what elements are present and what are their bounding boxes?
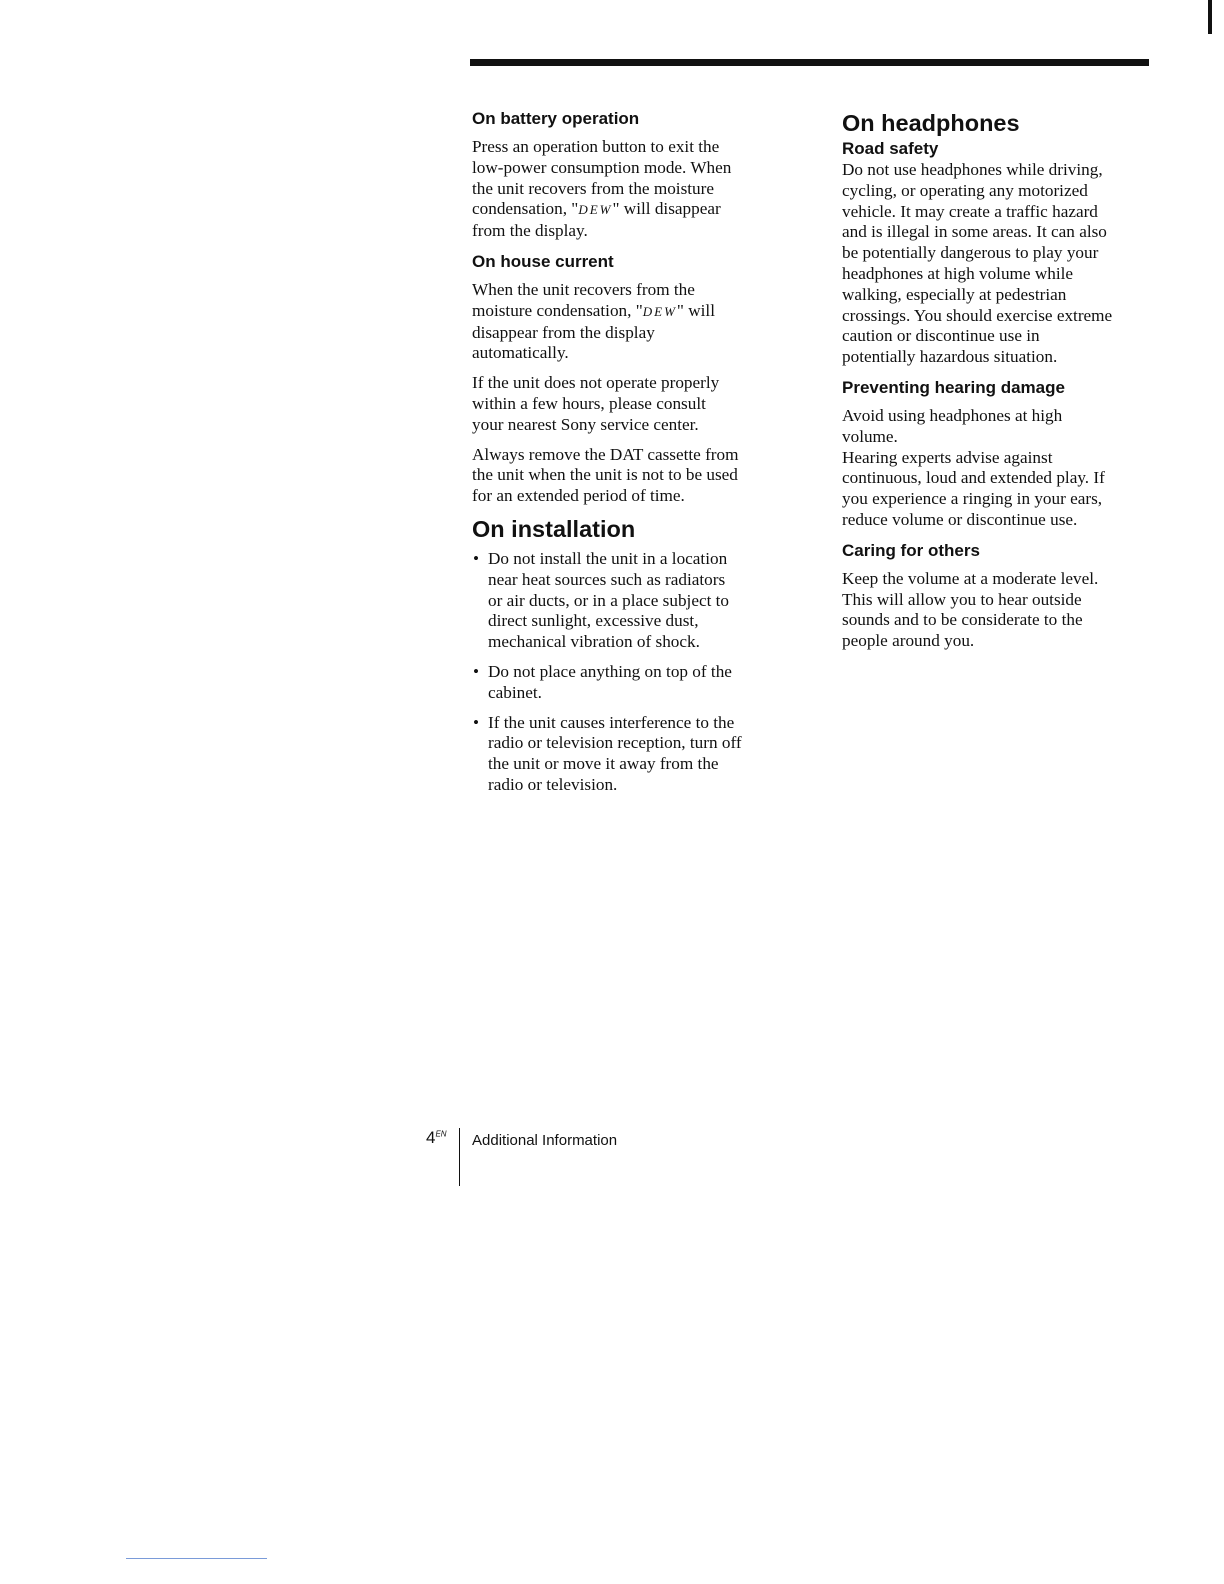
list-item <box>472 713 788 796</box>
house-paragraph <box>472 280 788 364</box>
bullet-icon: • <box>473 661 480 681</box>
text-line: and is illegal in some areas. It can also <box>842 222 1107 242</box>
text-line: radio or television reception, turn off <box>488 733 742 753</box>
text-line: cabinet. <box>488 682 542 702</box>
bullet-icon: • <box>473 712 480 732</box>
text-line: sounds and to be considerate to the <box>842 610 1083 630</box>
installation-heading: On installation <box>472 515 636 542</box>
text-line: your nearest Sony service center. <box>472 414 699 434</box>
road-safety-heading: Road safety <box>842 139 939 158</box>
text-line: direct sunlight, excessive dust, <box>488 611 699 631</box>
text-line: radio or television. <box>488 774 618 794</box>
header-rule <box>470 59 1149 66</box>
text-line: or air ducts, or in a place subject to <box>488 590 730 610</box>
text-line: people around you. <box>842 631 975 651</box>
text-line: If the unit does not operate properly <box>472 373 720 393</box>
text-line: automatically. <box>472 343 569 363</box>
hearing-damage-heading: Preventing hearing damage <box>842 377 1065 397</box>
text-line: walking, especially at pedestrian <box>842 284 1067 304</box>
text-line: the unit or move it away from the <box>488 754 719 774</box>
text-line: Do not place anything on top of the <box>488 661 732 681</box>
text-line: within a few hours, please consult <box>472 393 706 413</box>
page-language-suffix: EN <box>435 1129 447 1139</box>
battery-paragraph <box>472 137 788 242</box>
consult-paragraph <box>472 373 788 435</box>
text-line: disappear from the display <box>472 322 655 342</box>
text-line: " will disappear <box>612 199 721 219</box>
text-line: potentially hazardous situation. <box>842 347 1058 367</box>
text-line: Press an operation button to exit the <box>472 137 720 156</box>
right-column <box>842 108 1157 652</box>
headphones-heading: On headphones <box>842 110 1020 136</box>
left-column <box>472 108 788 805</box>
installation-list <box>472 549 788 796</box>
bullet-icon: • <box>473 548 480 568</box>
text-line: Do not install the unit in a location <box>488 548 728 568</box>
text-line: low-power consumption mode. When <box>472 157 732 177</box>
text-line: cycling, or operating any motorized <box>842 180 1088 200</box>
caring-heading: Caring for others <box>842 540 980 560</box>
text-line: Avoid using headphones at high <box>842 405 1063 425</box>
text-line: condensation, " <box>472 199 579 219</box>
text-line: Hearing experts advise against <box>842 447 1053 467</box>
page-number-value: 4 <box>426 1128 436 1147</box>
text-line: Always remove the DAT cassette from <box>472 444 739 464</box>
text-line: " will <box>676 300 715 320</box>
scan-artifact-line <box>126 1558 267 1559</box>
text-line: reduce volume or discontinue use. <box>842 509 1078 529</box>
remove-cassette-paragraph <box>472 445 788 507</box>
display-indicator: DEW <box>578 202 613 218</box>
text-line: mechanical vibration of shock. <box>488 632 700 652</box>
text-line: When the unit recovers from the <box>472 279 695 299</box>
corner-crop-mark <box>1208 0 1212 34</box>
text-line: volume. <box>842 426 898 446</box>
caring-paragraph <box>842 569 1157 652</box>
text-line: for an extended period of time. <box>472 486 685 506</box>
text-line: the unit when the unit is not to be used <box>472 465 738 485</box>
list-item <box>472 549 788 653</box>
text-line: headphones at high volume while <box>842 263 1074 283</box>
text-line: you experience a ringing in your ears, <box>842 489 1103 509</box>
text-line: the unit recovers from the moisture <box>472 178 714 198</box>
display-indicator: DEW <box>642 303 677 319</box>
house-heading: On house current <box>472 251 614 271</box>
page-number <box>426 1128 447 1148</box>
list-item <box>472 662 788 704</box>
battery-heading: On battery operation <box>472 109 640 128</box>
footer-section-title: Additional Information <box>472 1132 618 1149</box>
text-line: be potentially dangerous to play your <box>842 243 1099 263</box>
text-line: If the unit causes interference to the <box>488 712 735 732</box>
text-line: moisture condensation, " <box>472 300 643 320</box>
text-line: from the display. <box>472 221 588 241</box>
text-line: crossings. You should exercise extreme <box>842 305 1113 325</box>
footer-divider <box>459 1128 460 1186</box>
text-line: vehicle. It may create a traffic hazard <box>842 201 1098 221</box>
text-line: This will allow you to hear outside <box>842 589 1082 609</box>
text-line: Do not use headphones while driving, <box>842 160 1103 179</box>
text-line: continuous, loud and extended play. If <box>842 468 1105 488</box>
text-line: Keep the volume at a moderate level. <box>842 568 1099 588</box>
text-line: caution or discontinue use in <box>842 326 1040 346</box>
road-safety-paragraph <box>842 160 1157 368</box>
text-line: near heat sources such as radiators <box>488 569 726 589</box>
hearing-damage-paragraph <box>842 406 1157 531</box>
